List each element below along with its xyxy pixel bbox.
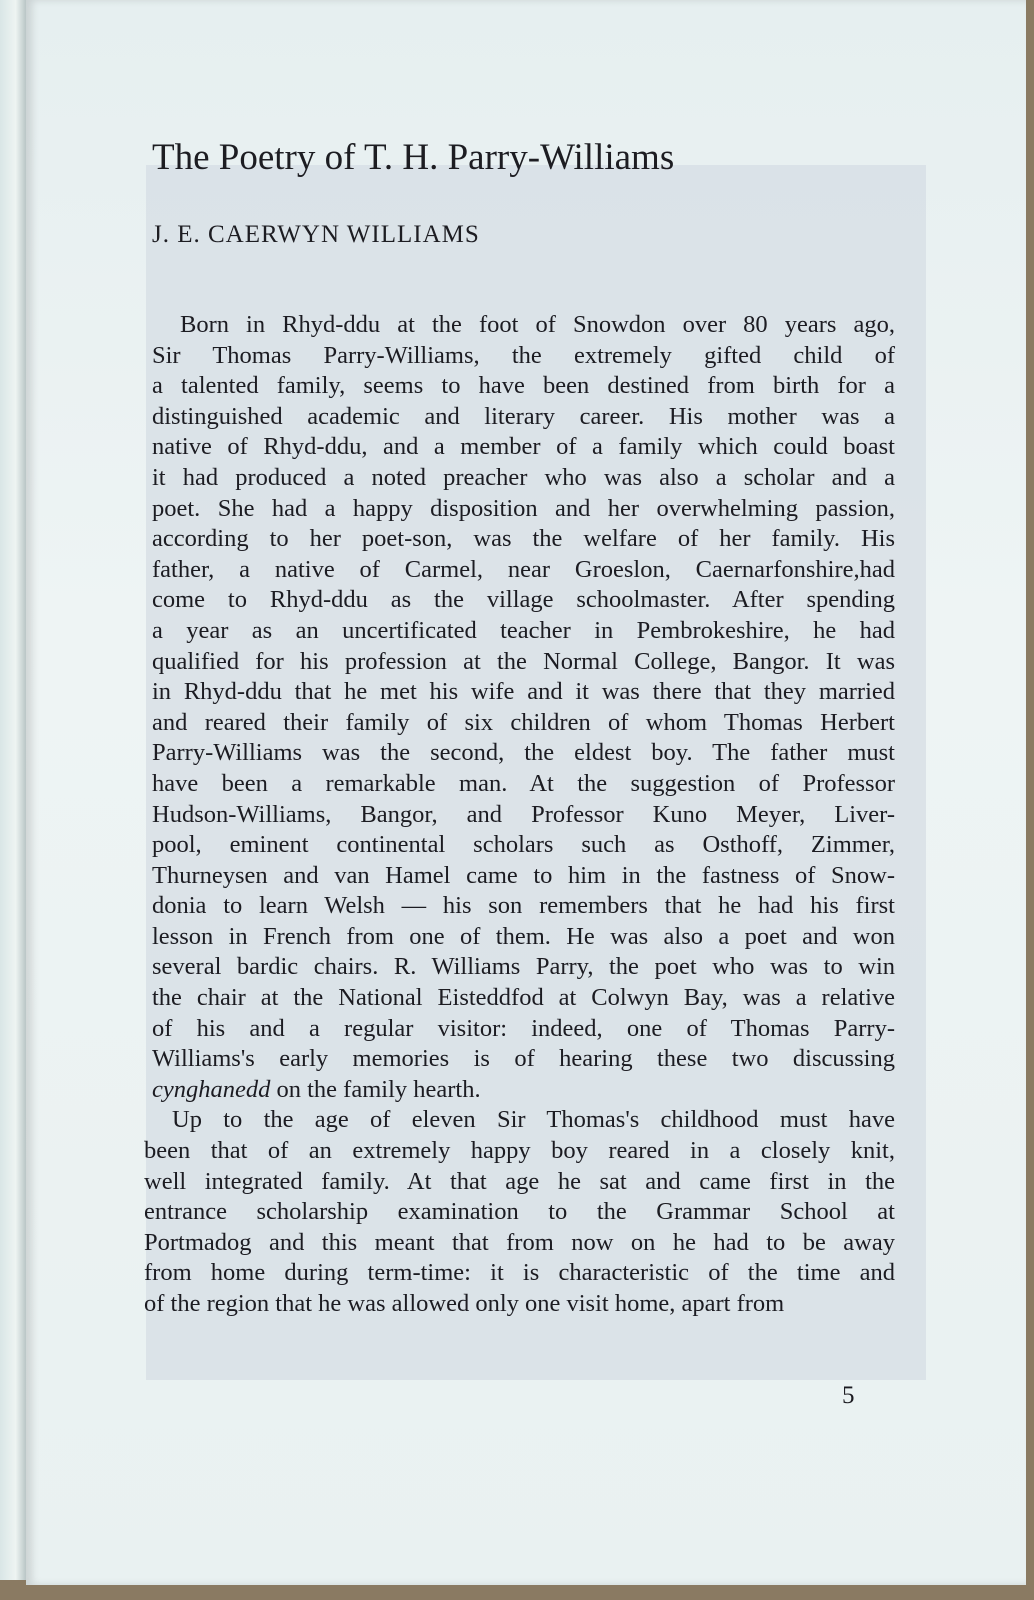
text-line: qualified for his profession at the Normal College, Bangor. It was (152, 647, 895, 675)
text-span: on the family hearth. (270, 1075, 481, 1103)
text-line: well integrated family. At that age he sat and came first in the (144, 1167, 895, 1195)
text-line: it had produced a noted preacher who was also a scholar and a (152, 463, 895, 491)
text-line: entrance scholarship examination to the Grammar School at (144, 1198, 895, 1226)
text-line: the chair at the National Eisteddfod at Colwyn Bay, was a relative (152, 984, 895, 1012)
text-line: native of Rhyd-ddu, and a member of a family which could boast (152, 433, 895, 461)
text-line: of the region that he was allowed only one visit home, apart from (144, 1290, 785, 1317)
text-line: Thurneysen and van Hamel came to him in the fastness of Snow- (152, 861, 895, 889)
article-author: J. E. CAERWYN WILLIAMS (152, 221, 480, 248)
text-line: have been a remarkable man. At the suggestion of Professor (152, 769, 895, 797)
text-line: according to her poet-son, was the welfare of her family. His (152, 525, 895, 553)
text-line: Parry-Williams was the second, the eldest boy. The father must (152, 739, 895, 767)
text-line: several bardic chairs. R. Williams Parry, the poet who was to win (152, 953, 895, 981)
text-line: Williams's early memories is of hearing these two discussing (152, 1045, 895, 1073)
text-line: Up to the age of eleven Sir Thomas's childhood must have (172, 1106, 895, 1134)
text-line: father, a native of Carmel, near Groeslon, Caernarfonshire,had (152, 555, 895, 583)
text-line: poet. She had a happy disposition and her overwhelming passion, (152, 494, 895, 522)
text-line: donia to learn Welsh — his son remembers that he had his first (152, 892, 895, 920)
text-line: from home during term-time: it is characteristic of the time and (144, 1259, 895, 1287)
text-line: been that of an extremely happy boy reared in a closely knit, (144, 1137, 895, 1165)
text-line: and reared their family of six children of whom Thomas Herbert (152, 708, 895, 736)
text-line: Hudson-Williams, Bangor, and Professor Kuno Meyer, Liver- (152, 800, 895, 828)
adjacent-page-edge (0, 0, 26, 1580)
text-line: Portmadog and this meant that from now on he had to be away (144, 1228, 895, 1256)
text-line: Sir Thomas Parry-Williams, the extremely gifted child of (152, 341, 895, 369)
text-line (152, 1075, 895, 1106)
text-line: a talented family, seems to have been destined from birth for a (152, 372, 895, 400)
article-body (144, 310, 895, 1320)
text-line: of his and a regular visitor: indeed, one of Thomas Parry- (152, 1014, 895, 1042)
article-title: The Poetry of T. H. Parry-Williams (152, 137, 675, 178)
text-line: Born in Rhyd-ddu at the foot of Snowdon over 80 years ago, (180, 311, 895, 338)
page-number: 5 (842, 1382, 855, 1409)
text-line: in Rhyd-ddu that he met his wife and it was there that they married (152, 678, 895, 706)
text-line: pool, eminent continental scholars such as Osthoff, Zimmer, (152, 831, 895, 859)
text-line: distinguished academic and literary career. His mother was a (152, 402, 895, 430)
italic-term: cynghanedd (152, 1075, 271, 1103)
text-line: lesson in French from one of them. He was also a poet and won (152, 922, 895, 950)
text-line: come to Rhyd-ddu as the village schoolmaster. After spending (152, 586, 895, 614)
text-line: a year as an uncertificated teacher in Pembrokeshire, he had (152, 616, 895, 644)
